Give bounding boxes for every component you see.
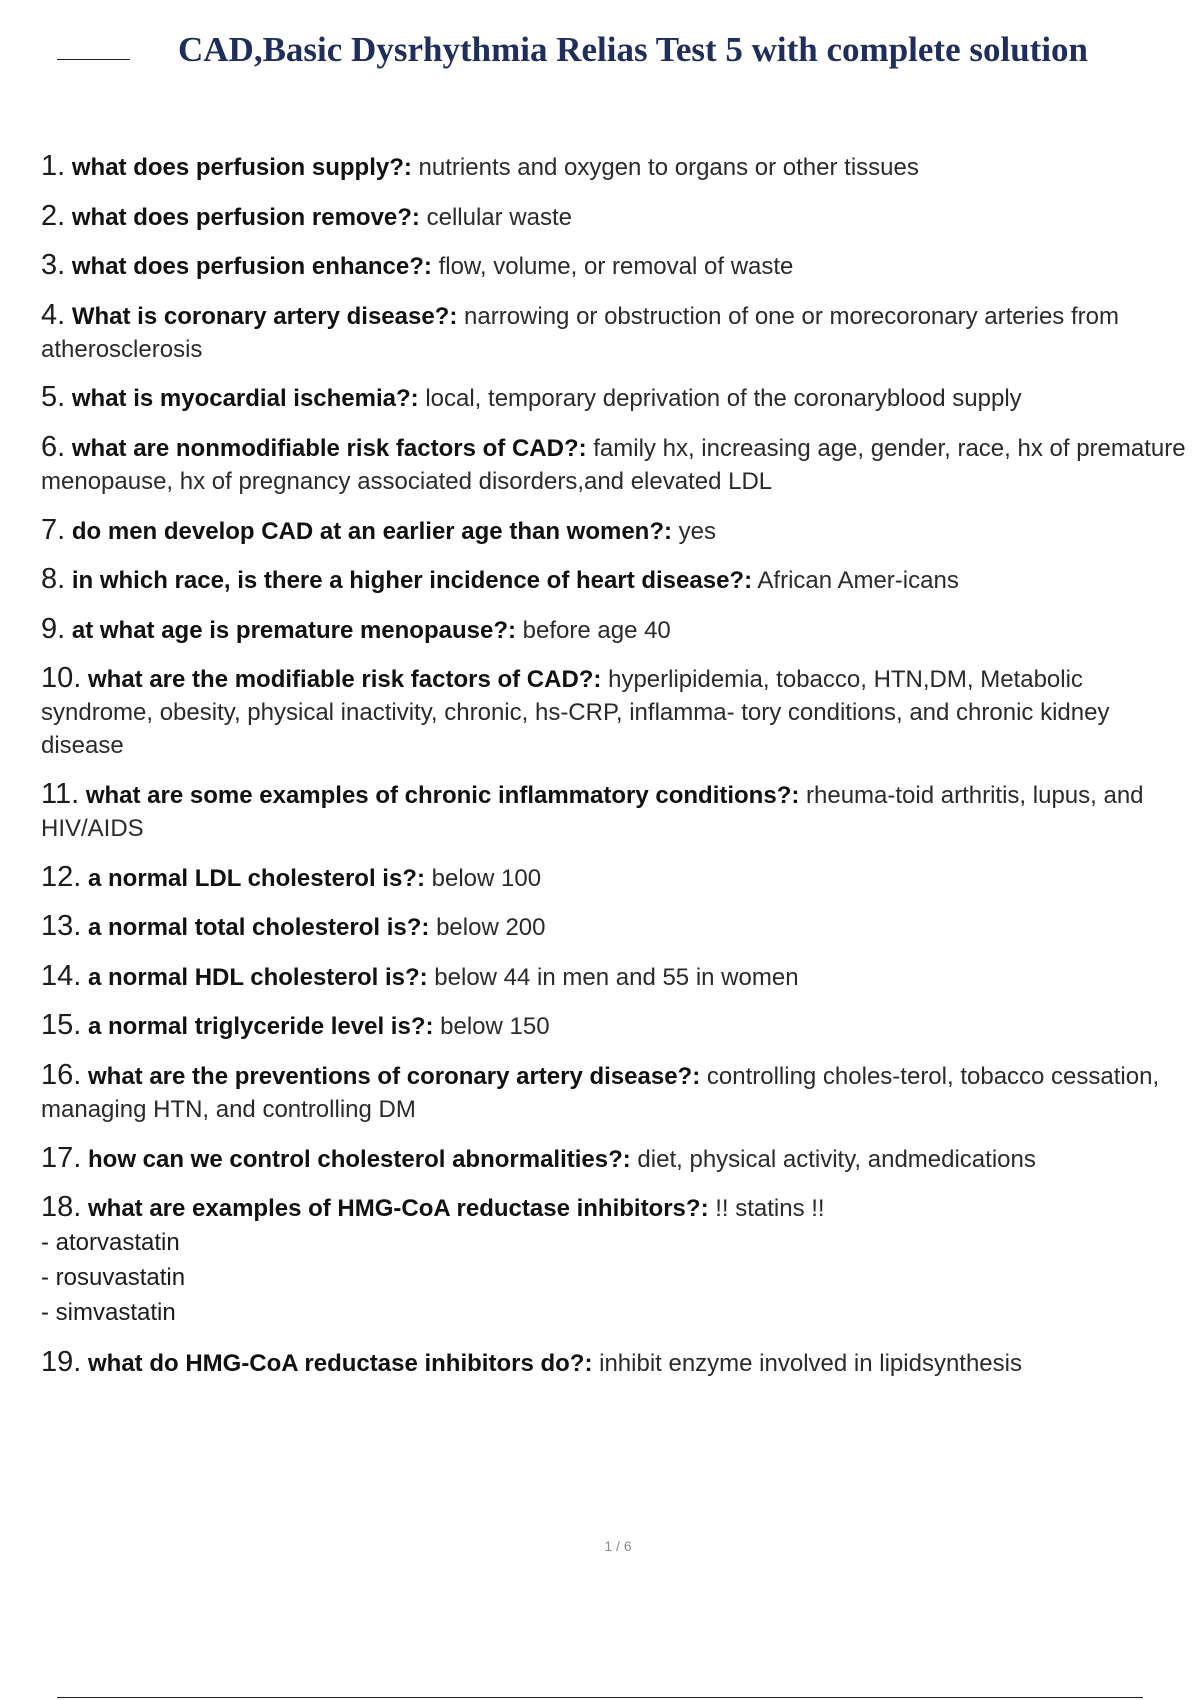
item-number: 4. <box>41 298 66 331</box>
item-question: what does perfusion remove?: <box>71 203 420 231</box>
item-answer: yes <box>671 517 716 545</box>
item-question: at what age is premature menopause?: <box>71 616 516 644</box>
item-question: a normal total cholesterol is?: <box>88 914 430 942</box>
item-number: 18. <box>41 1191 82 1224</box>
header-rule <box>57 59 130 60</box>
qa-item <box>41 613 1191 647</box>
item-answer: below 200 <box>429 914 546 942</box>
qa-item <box>41 514 1191 548</box>
item-answer: below 150 <box>433 1013 550 1041</box>
item-question: what does perfusion enhance?: <box>71 253 432 281</box>
item-number: 1. <box>41 150 66 182</box>
item-number: 11. <box>41 777 80 810</box>
qa-item <box>41 299 1191 366</box>
qa-item <box>41 249 1191 283</box>
item-sub-answer: - rosuvastatin <box>41 1264 186 1292</box>
qa-item <box>41 778 1191 845</box>
item-answer: local, temporary deprivation of the coronaryblood supply <box>418 385 1022 413</box>
item-answer: narrowing or obstruction of one or morecoronary arteries from atherosclerosis <box>41 302 1119 363</box>
item-question: what does perfusion supply?: <box>71 154 412 181</box>
item-question: do men develop CAD at an earlier age than women?: <box>71 517 672 545</box>
qa-list <box>41 150 1191 1395</box>
item-number: 7. <box>41 513 66 546</box>
qa-item <box>41 861 1191 895</box>
qa-item <box>41 381 1191 415</box>
item-number: 15. <box>41 1009 82 1042</box>
qa-item <box>41 910 1191 944</box>
item-number: 10. <box>41 662 82 695</box>
item-answer: African Amer-icans <box>752 567 959 595</box>
item-sub-answer: - simvastatin <box>41 1299 176 1327</box>
item-answer: !! statins !! <box>708 1195 825 1223</box>
item-answer: cellular waste <box>419 203 572 231</box>
item-answer: hyperlipidemia, tobacco, HTN,DM, Metabolic syndrome, obesity, physical inactivity, chronic, hs-CRP, inflamma- tory conditions, and chronic kidney disease <box>41 666 1110 760</box>
item-answer: before age 40 <box>515 616 671 644</box>
item-number: 16. <box>41 1058 82 1091</box>
qa-item <box>41 1009 1191 1043</box>
item-number: 6. <box>41 430 66 463</box>
item-question: what is myocardial ischemia?: <box>71 385 419 413</box>
page-number: 1 / 6 <box>604 1538 632 1554</box>
item-number: 5. <box>41 381 66 414</box>
item-question: what do HMG-CoA reductase inhibitors do?: <box>88 1349 593 1377</box>
qa-item <box>41 1346 1191 1380</box>
item-answer: below 44 in men and 55 in women <box>427 963 799 991</box>
qa-item <box>41 662 1191 762</box>
item-answer: inhibit enzyme involved in lipidsynthesis <box>592 1349 1022 1377</box>
item-question: what are the preventions of coronary artery disease?: <box>88 1062 701 1090</box>
item-question: a normal triglyceride level is?: <box>88 1013 434 1041</box>
item-question: what are the modifiable risk factors of CAD?: <box>88 666 602 694</box>
item-number: 8. <box>41 563 66 596</box>
qa-item <box>41 1059 1191 1126</box>
item-sub-answer: - atorvastatin <box>41 1229 180 1257</box>
item-number: 12. <box>41 860 82 893</box>
item-number: 13. <box>41 910 82 943</box>
footer-rule <box>57 1697 1143 1698</box>
qa-item <box>41 1142 1191 1176</box>
item-answer: flow, volume, or removal of waste <box>431 253 794 281</box>
qa-item <box>41 1191 1191 1330</box>
item-answer: controlling choles-terol, tobacco cessation, managing HTN, and controlling DM <box>41 1062 1160 1123</box>
qa-item <box>41 960 1191 994</box>
qa-item <box>41 150 1191 184</box>
item-question: how can we control cholesterol abnormalities?: <box>88 1145 631 1173</box>
qa-item <box>41 431 1191 498</box>
item-answer: family hx, increasing age, gender, race, hx of premature menopause, hx of pregnancy associated disorders,and elevated LDL <box>41 434 1186 495</box>
item-answer: below 100 <box>424 864 542 892</box>
item-number: 9. <box>41 612 66 645</box>
item-number: 17. <box>41 1141 82 1174</box>
qa-item <box>41 200 1191 234</box>
document-title: CAD,Basic Dysrhythmia Relias Test 5 with complete solution <box>178 30 1089 69</box>
item-question: a normal LDL cholesterol is?: <box>88 864 425 892</box>
item-number: 2. <box>41 199 66 232</box>
item-number: 19. <box>41 1345 82 1378</box>
item-question: What is coronary artery disease?: <box>71 302 458 330</box>
item-answer: nutrients and oxygen to organs or other tissues <box>411 154 919 181</box>
item-question: a normal HDL cholesterol is?: <box>88 963 428 991</box>
item-question: what are some examples of chronic inflammatory conditions?: <box>85 781 800 809</box>
item-answer: diet, physical activity, andmedications <box>630 1145 1036 1173</box>
item-question: what are examples of HMG-CoA reductase inhibitors?: <box>88 1195 709 1223</box>
item-answer: rheuma-toid arthritis, lupus, and HIV/AIDS <box>41 781 1144 842</box>
item-question: in which race, is there a higher incidence of heart disease?: <box>71 567 753 595</box>
item-number: 3. <box>41 249 66 282</box>
item-question: what are nonmodifiable risk factors of CAD?: <box>71 434 587 462</box>
item-number: 14. <box>41 959 82 992</box>
qa-item <box>41 563 1191 597</box>
